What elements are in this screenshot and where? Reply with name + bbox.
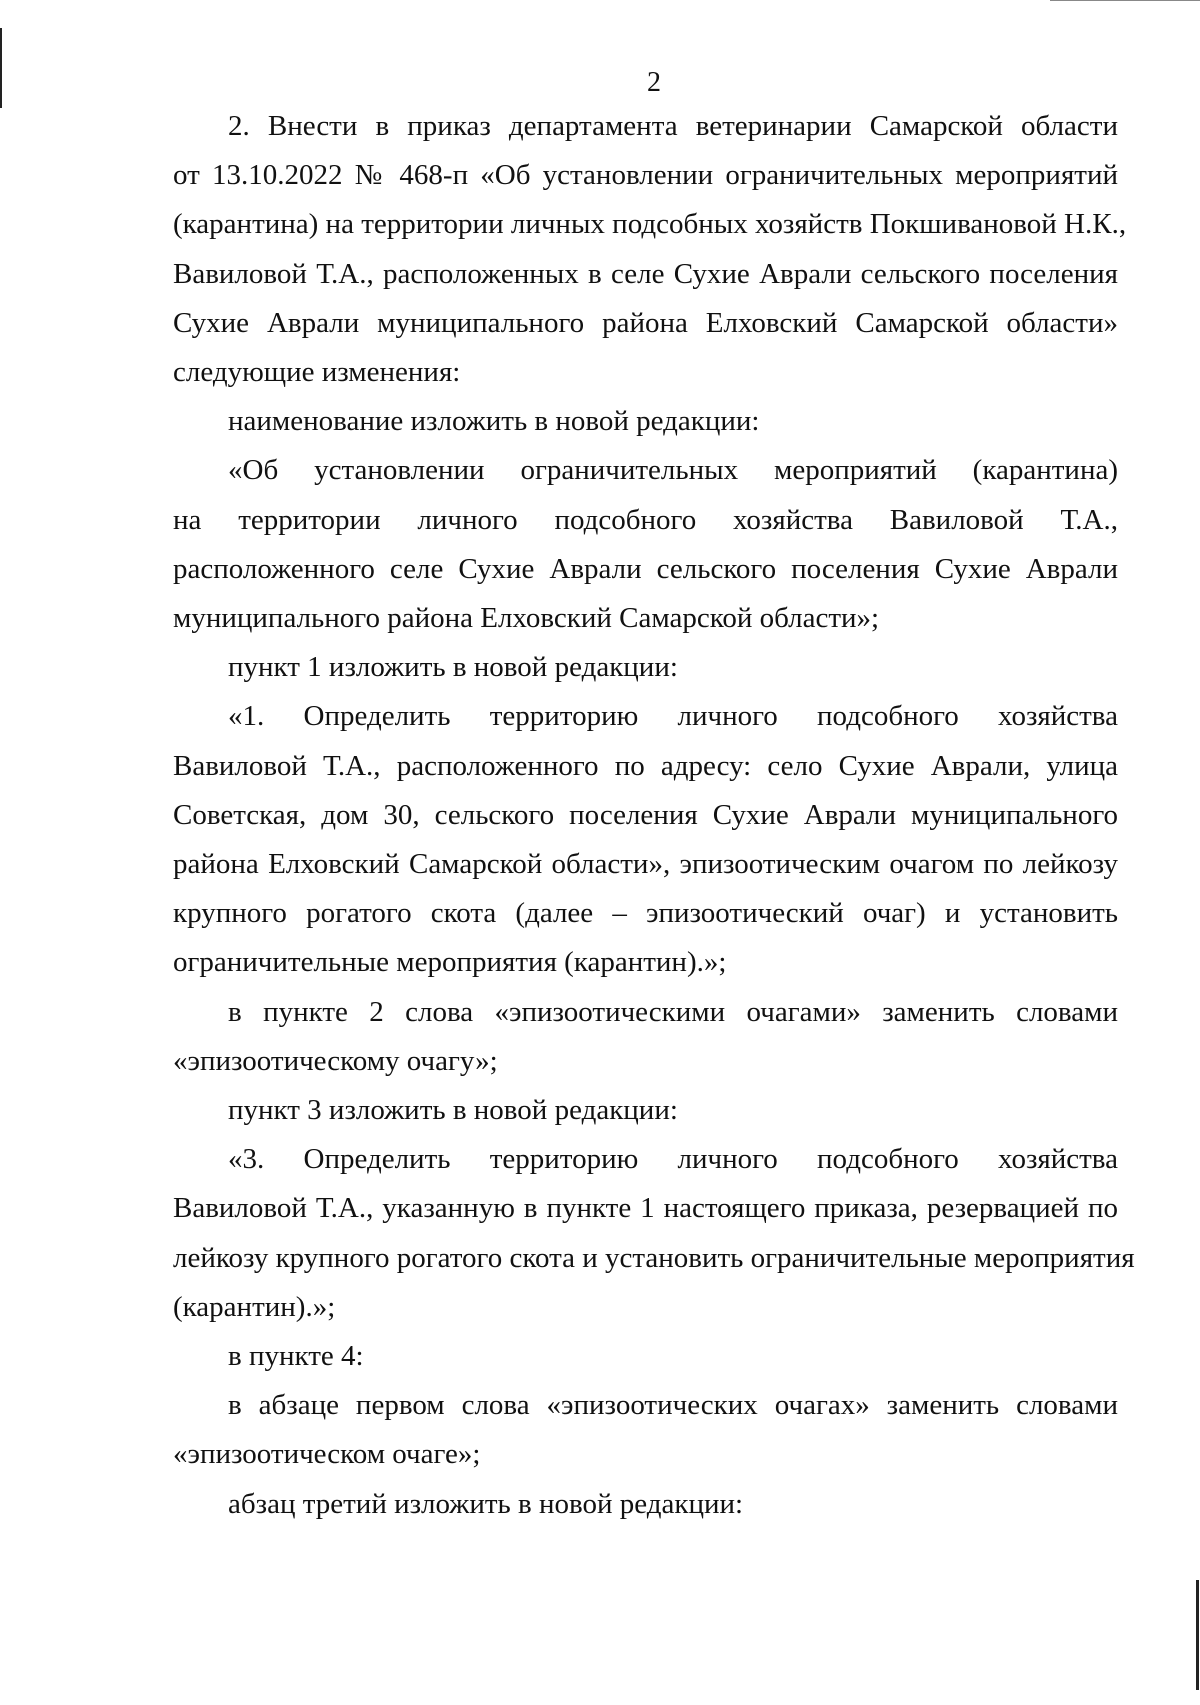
text-line: следующие изменения: xyxy=(173,356,461,388)
text-line: пункт 1 изложить в новой редакции: xyxy=(228,651,678,684)
text-line: (карантин).»; xyxy=(173,1290,336,1323)
text-line: Вавиловой Т.А., расположенных в селе Сухие Аврали сельского поселения xyxy=(173,257,1118,290)
text-line: «3. Определить территорию личного подсобного хозяйства xyxy=(228,1143,1118,1176)
text-line: Вавиловой Т.А., расположенного по адресу: село Сухие Аврали, улица xyxy=(173,749,1118,782)
text-line: Вавиловой Т.А., указанную в пункте 1 настоящего приказа, резервацией по xyxy=(173,1192,1118,1225)
text-line: Сухие Аврали муниципального района Елховский Самарской области» xyxy=(173,306,1118,339)
text-line: в пункте 4: xyxy=(228,1340,364,1372)
text-line: в абзаце первом слова «эпизоотических очагах» заменить словами xyxy=(228,1389,1118,1422)
text-line: абзац третий изложить в новой редакции: xyxy=(228,1487,744,1520)
scan-edge-mark xyxy=(1196,1580,1199,1690)
text-line: «Об установлении ограничительных мероприятий (карантина) xyxy=(228,454,1118,487)
text-line: 2. Внести в приказ департамента ветеринарии Самарской области xyxy=(228,110,1118,142)
text-line: крупного рогатого скота (далее – эпизоотический очаг) и установить xyxy=(173,897,1118,930)
text-line: лейкозу крупного рогатого скота и установить ограничительные мероприятия xyxy=(173,1241,1135,1274)
text-line: района Елховский Самарской области», эпизоотическим очагом по лейкозу xyxy=(173,848,1118,880)
text-line: муниципального района Елховский Самарской области»; xyxy=(173,602,880,634)
text-line: наименование изложить в новой редакции: xyxy=(228,405,760,438)
text-line: от 13.10.2022 № 468-п «Об установлении ограничительных мероприятий xyxy=(173,159,1118,192)
text-line: «эпизоотическом очаге»; xyxy=(173,1438,481,1471)
text-line: Советская, дом 30, сельского поселения Сухие Аврали муниципального xyxy=(173,798,1118,831)
text-line: расположенного селе Сухие Аврали сельского поселения Сухие Аврали xyxy=(173,552,1118,585)
text-line: ограничительные мероприятия (карантин).»; xyxy=(173,946,727,979)
text-line: пункт 3 изложить в новой редакции: xyxy=(228,1094,678,1126)
text-line: (карантина) на территории личных подсобных хозяйств Покшивановой Н.К., xyxy=(173,208,1127,241)
scan-edge-mark xyxy=(1050,0,1200,1)
text-line: в пункте 2 слова «эпизоотическими очагами» заменить словами xyxy=(228,995,1118,1028)
text-line: «1. Определить территорию личного подсобного хозяйства xyxy=(228,700,1118,733)
text-line: на территории личного подсобного хозяйства Вавиловой Т.А., xyxy=(173,503,1118,536)
text-line: «эпизоотическому очагу»; xyxy=(173,1044,498,1077)
page-number: 2 xyxy=(647,67,661,98)
